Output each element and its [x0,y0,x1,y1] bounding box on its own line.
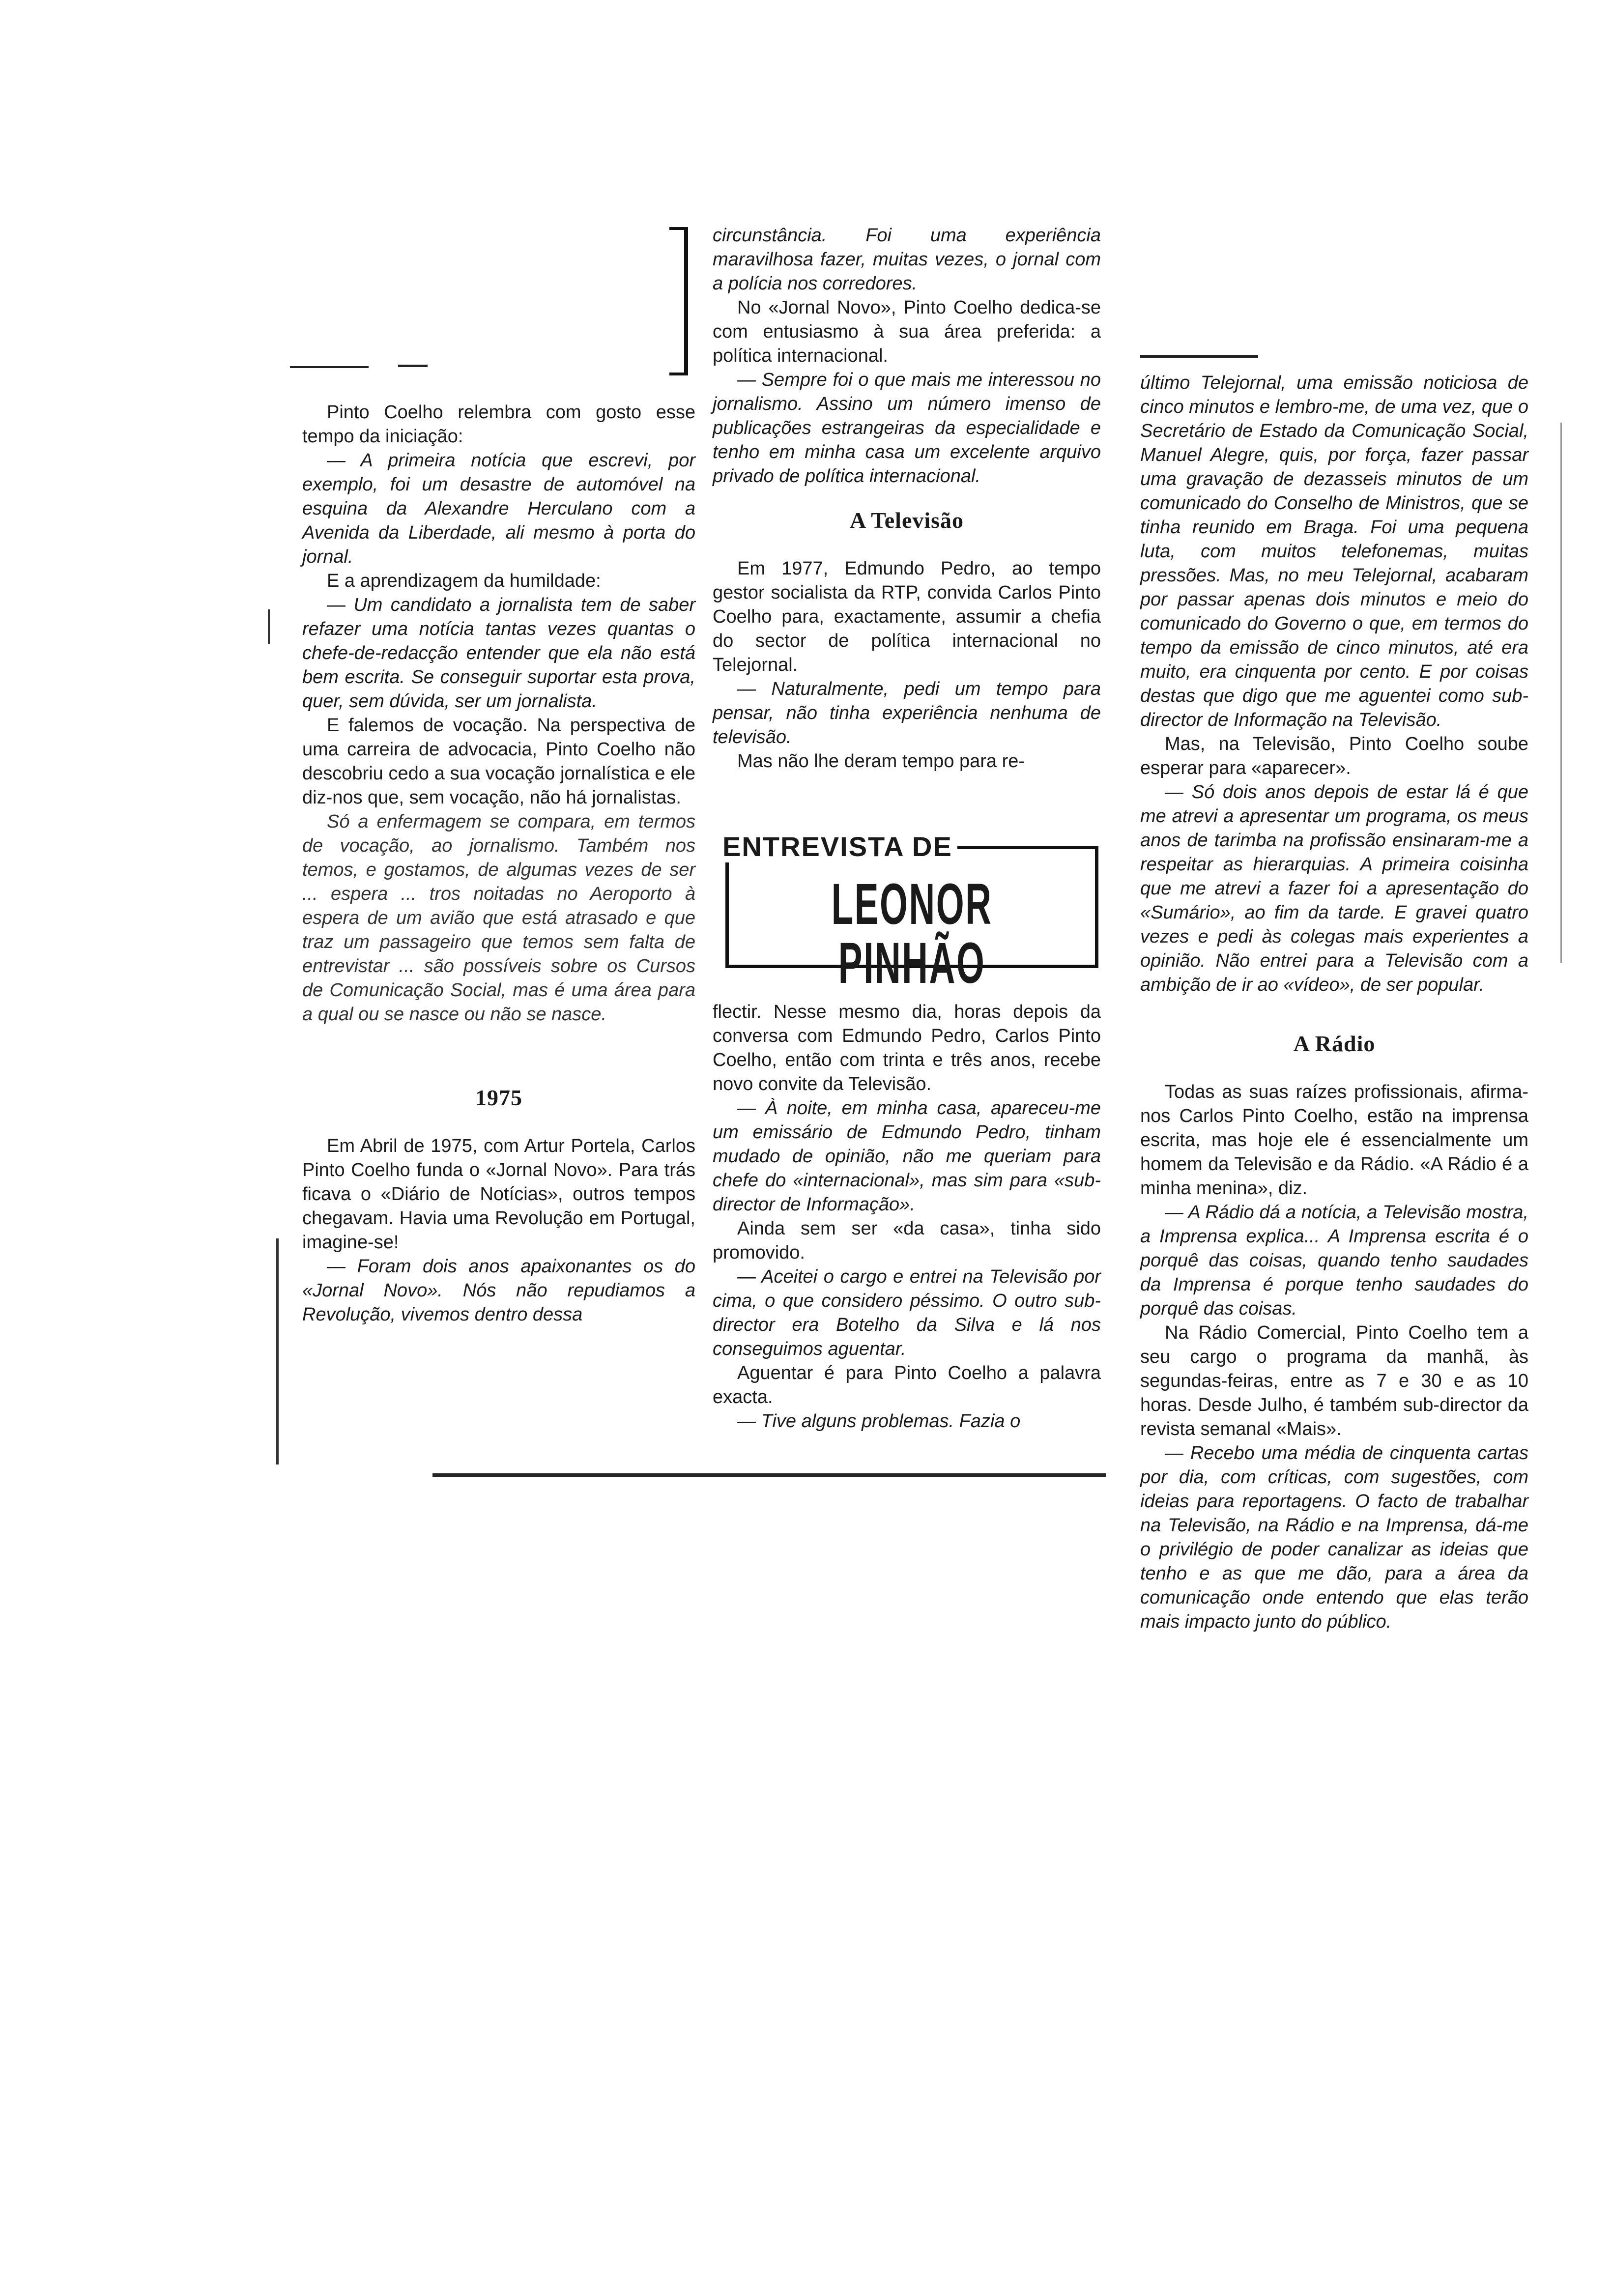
paragraph: — Aceitei o cargo e entrei na Televisão por cima, o que considero péssimo. O outro sub-director era Botelho da Silva e lá nos conseguimos aguentar. [713,1266,1101,1359]
paragraph: — Um candidato a jornalista tem de saber refazer uma notícia tantas vezes quantas o chefe-de-redacção entender que ela não está bem escrita. Se conseguir suportar esta prova, quer, sem dúvida, ser um jornalista. [302,595,695,712]
paragraph: — Recebo uma média de cinquenta cartas por dia, com críticas, com sugestões, com ideias para reportagens. O facto de trabalhar na Televisão, na Rádio e na Imprensa, dá-me o privilégio de poder canalizar as ideias que tenho e as que me dão, para a área da comunicação onde entendo que elas terão mais impacto junto do público. [1140,1443,1528,1632]
paragraph: — Só dois anos depois de estar lá é que me atrevi a apresentar um programa, os meus anos de tarimba na profissão ensinaram-me a respeitar as hierarquias. A primeira coisinha que me atrevi a fazer foi a apresentação do «Sumário», ao fim da tarde. E gravei quatro vezes e pedi às colegas mais experientes a opinião. Não entrei para a Televisão com a ambição de ir ao «vídeo», de ser popular. [1140,782,1528,995]
paragraph: E falemos de vocação. Na perspectiva de uma carreira de advocacia, Pinto Coelho não descobriu cedo a sua vocação jornalística e ele diz-nos que, sem vocação, não há jornalistas. [302,715,695,808]
byline-name: LEONOR PINHÃO [831,872,993,996]
rule-left-short [398,365,428,367]
paragraph: Em 1977, Edmundo Pedro, ao tempo gestor socialista da RTP, convida Carlos Pinto Coelho para, exactamente, assumir a chefia do sector de política internacional no Telejornal. [713,558,1101,675]
column-2 [713,224,1101,774]
scan-mark [268,609,270,644]
rule-bottom [432,1473,1106,1477]
paragraph: flectir. Nesse mesmo dia, horas depois da conversa com Edmundo Pedro, Carlos Pinto Coelho, então com trinta e três anos, recebe novo convite da Televisão. [713,1002,1101,1094]
paragraph: Em Abril de 1975, com Artur Portela, Carlos Pinto Coelho funda o «Jornal Novo». Para trás ficava o «Diário de Notícias», outros tempos chegavam. Havia uma Revolução em Portugal, imagine-se! [302,1136,695,1253]
paragraph: último Telejornal, uma emissão noticiosa de cinco minutos e lembro-me, de uma vez, que o Secretário de Estado da Comunicação Social, Manuel Alegre, quis, por força, fazer passar uma gravação de dezasseis minutos de um comunicado do Conselho de Ministros, que se tinha reunido em Braga. Foi uma pequena luta, com muitos telefonemas, muitas pressões. Mas, no meu Telejornal, acabaram por passar apenas dois minutos e meio do comunicado do Governo o que, em termos do tempo da emissão de cinco minutos, até era muito, era cinquenta por cento. E por coisas destas que digo que me aguentei como sub-director de Informação na Televisão. [1140,373,1528,730]
paragraph: Todas as suas raízes profissionais, afirma-nos Carlos Pinto Coelho, estão na imprensa escrita, mas hoje ele é essencialmente um homem da Televisão e da Rádio. «A Rádio é a minha menina», diz. [1140,1082,1528,1199]
rule-right [1140,355,1258,358]
rule-left [290,366,369,368]
paragraph: Mas não lhe deram tempo para re- [737,751,1025,772]
column-1 [302,401,695,1327]
scan-mark [1560,423,1562,963]
paragraph: — Naturalmente, pedi um tempo para pensar, não tinha experiência nenhuma de televisão. [713,679,1101,747]
paragraph: — A Rádio dá a notícia, a Televisão mostra, a Imprensa explica... A Imprensa escrita é o porquê das coisas, quando tenho saudades da Imprensa é porque tenho saudades do porquê das coisas. [1140,1202,1528,1319]
paragraph: circunstância. Foi uma experiência maravilhosa fazer, muitas vezes, o jornal com a polícia nos corredores. [713,225,1101,294]
paragraph: Aguentar é para Pinto Coelho a palavra exacta. [713,1363,1101,1407]
paragraph: — Foram dois anos apaixonantes os do «Jornal Novo». Nós não repudiamos a Revolução, vivemos dentro dessa [302,1256,695,1325]
paragraph: E a aprendizagem da humildade: [327,571,601,591]
byline-label: ENTREVISTA DE [722,831,957,862]
section-heading-1975: 1975 [475,1085,522,1110]
paragraph: — Sempre foi o que mais me interessou no jornalismo. Assino um número imenso de publicações estrangeiras da especialidade e tenho em minha casa um excelente arquivo privado de política internacional. [713,370,1101,487]
scan-mark [276,1238,279,1464]
column-2-continued [713,1000,1101,1434]
paragraph: Ainda sem ser «da casa», tinha sido promovido. [713,1218,1101,1263]
byline-box [722,831,1101,996]
column-bracket [669,227,688,375]
paragraph: Pinto Coelho relembra com gosto esse tempo da iniciação: [302,402,695,447]
paragraph: — À noite, em minha casa, apareceu-me um emissário de Edmundo Pedro, tinham mudado de opinião, não me queriam para chefe do «internacional», mas sim para «sub-director de Informação». [713,1098,1101,1215]
paragraph: Mas, na Televisão, Pinto Coelho soube esperar para «aparecer». [1140,734,1528,778]
paragraph: — A primeira notícia que escrevi, por exemplo, foi um desastre de automóvel na esquina da Alexandre Herculano com a Avenida da Liberdade, ali mesmo à porta do jornal. [302,450,695,567]
section-heading-radio: A Rádio [1293,1031,1376,1056]
column-3 [1140,371,1528,1634]
paragraph: No «Jornal Novo», Pinto Coelho dedica-se com entusiasmo à sua área preferida: a política internacional. [713,297,1101,366]
paragraph: — Tive alguns problemas. Fazia o [737,1411,1021,1432]
section-heading-televisao: A Televisão [849,508,964,533]
paragraph: Só a enfermagem se compara, em termos de vocação, ao jornalismo. Também nos temos, e gostamos, de algumas vezes de ser ... espera ... tros noitadas no Aeroporto à espera de um avião que está atrasado e que traz um passageiro que temos sem falta de entrevistar ... são possíveis sobre os Cursos de Comunicação Social, mas é uma área para a qual ou se nasce ou não se nasce. [302,811,695,1025]
paragraph: Na Rádio Comercial, Pinto Coelho tem a seu cargo o programa da manhã, às segundas-feiras, entre as 7 e 30 e as 10 horas. Desde Julho, é também sub-director da revista semanal «Mais». [1140,1322,1528,1439]
